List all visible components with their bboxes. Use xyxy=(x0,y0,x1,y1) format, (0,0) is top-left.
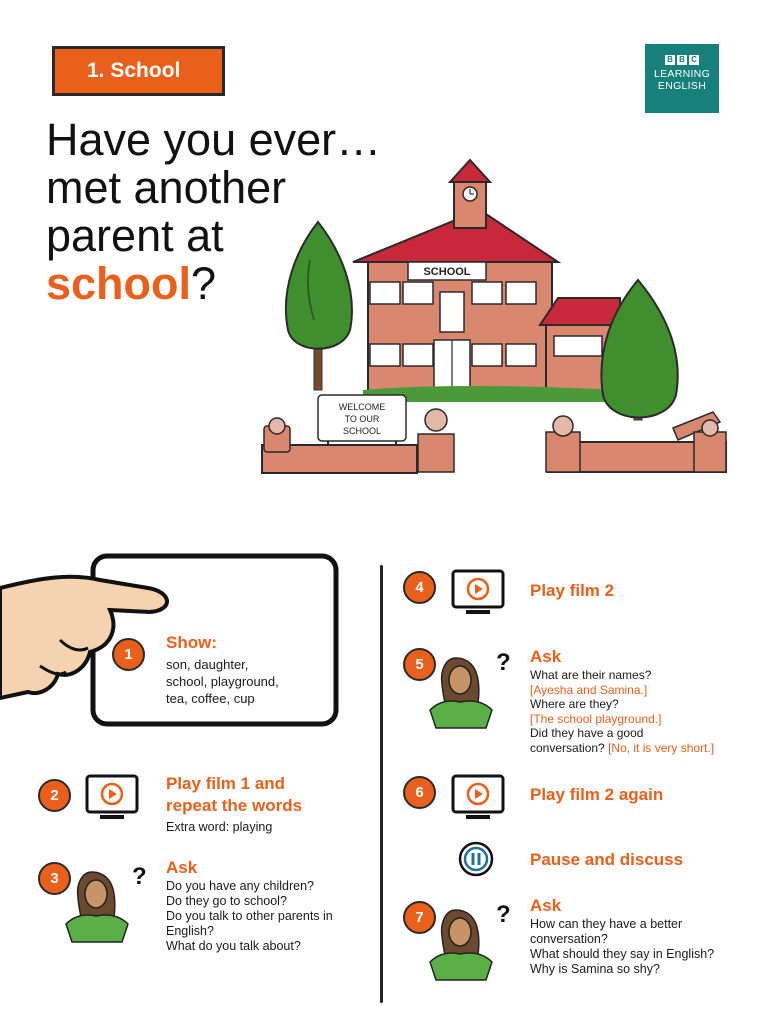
section-tag-label: 1. School xyxy=(87,59,181,82)
svg-text:?: ? xyxy=(132,863,147,890)
thinking-person-icon xyxy=(426,644,516,734)
pause-icon xyxy=(458,841,494,877)
thinking-person-icon xyxy=(62,858,152,948)
step-number: 4 xyxy=(403,571,436,604)
step-body: Extra word: playing xyxy=(166,820,273,834)
page-title: Have you ever… met another parent at school? xyxy=(46,114,382,309)
title-highlight: school xyxy=(46,258,192,309)
step-body: What are their names? [Ayesha and Samina.] Where are they? [The school playground.] Did they have a good conversation? [No, it is very short.] xyxy=(530,668,715,755)
bbc-blocks: B B C xyxy=(645,55,719,65)
svg-text:TO OUR: TO OUR xyxy=(344,414,380,424)
step-heading: Pause and discuss xyxy=(530,850,684,869)
step-number: 5 xyxy=(403,648,436,681)
step-body: son, daughter, school, playground, tea, coffee, cup xyxy=(166,657,279,706)
step-heading: Show: xyxy=(166,633,217,652)
thinking-person-icon xyxy=(426,896,516,986)
step-heading: Play film 2 xyxy=(530,581,615,600)
bbc-learning-english-logo: B B C LEARNING ENGLISH xyxy=(645,44,719,113)
step-heading: Play film 2 again xyxy=(530,785,664,804)
tv-play-icon xyxy=(84,773,140,823)
tv-play-icon xyxy=(450,568,506,618)
school-building-icon xyxy=(258,150,738,480)
step-heading: Ask xyxy=(166,858,198,877)
step-body: Do you have any children? Do they go to school? Do you talk to other parents in English? What do you talk about? xyxy=(166,879,333,953)
step-number: 3 xyxy=(38,862,71,895)
step-heading: Ask xyxy=(530,647,562,666)
svg-text:SCHOOL: SCHOOL xyxy=(423,266,471,278)
column-divider xyxy=(380,565,383,1003)
svg-text:?: ? xyxy=(496,649,511,676)
section-tag xyxy=(52,46,225,96)
step-body: How can they have a better conversation? What should they say in English? Why is Samina so shy? xyxy=(530,917,715,976)
step-number: 6 xyxy=(403,776,436,809)
step-number: 7 xyxy=(403,901,436,934)
svg-text:?: ? xyxy=(496,901,511,928)
svg-text:WELCOME: WELCOME xyxy=(338,402,386,412)
step-heading: Ask xyxy=(530,896,562,915)
step-number: 2 xyxy=(38,779,71,812)
step-heading: Play film 1 and repeat the words xyxy=(166,774,303,815)
step-number: 1 xyxy=(112,638,145,671)
svg-text:SCHOOL: SCHOOL xyxy=(342,426,382,436)
tv-play-icon xyxy=(450,773,506,823)
